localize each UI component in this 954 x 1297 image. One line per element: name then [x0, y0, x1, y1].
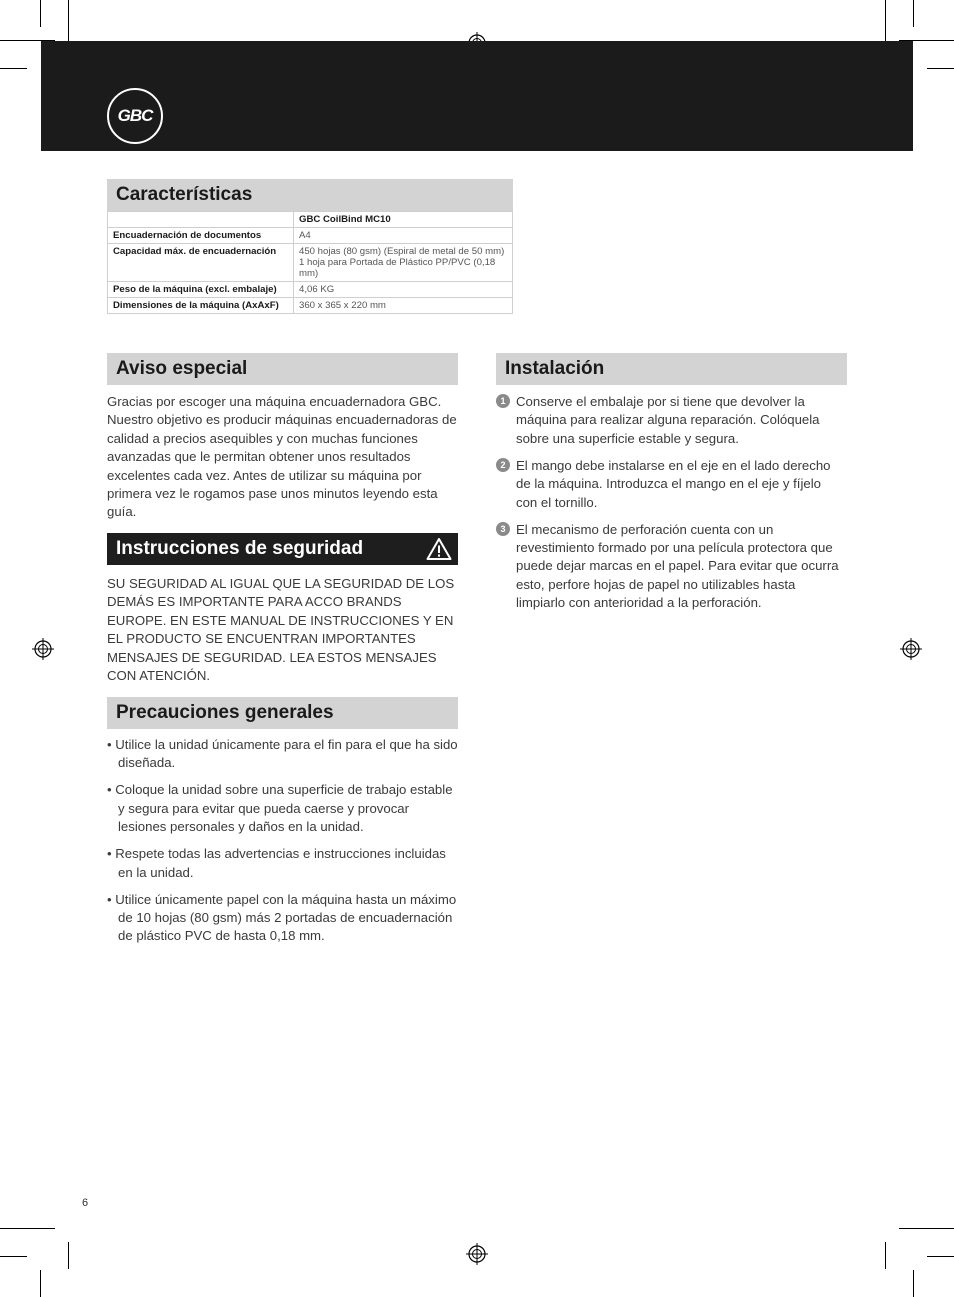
header-band — [41, 41, 913, 151]
table-row — [108, 228, 513, 244]
spec-table — [107, 211, 513, 314]
crop-mark — [913, 1270, 914, 1297]
safety-title-text: Instrucciones de seguridad — [116, 538, 364, 559]
list-item — [496, 521, 841, 613]
table-row — [108, 244, 513, 282]
list-item — [496, 393, 841, 448]
row-label: Peso de la máquina (excl. embalaje) — [108, 282, 294, 298]
row-value — [294, 244, 513, 282]
characteristics-title: Características — [107, 179, 513, 211]
notice-text: Gracias por escoger una máquina encuadernadora GBC. Nuestro objetivo es producir máquinas encuadernadoras de calidad a precios asequibles y con muchas funciones avanzadas que le permitan obtener unos resultados excelentes cada vez. Antes de utilizar su máquina por primera vez le rogamos pase unos minutos leyendo esta guía. — [107, 394, 457, 520]
crop-mark — [913, 0, 914, 27]
list-item: • Respete todas las advertencias e instrucciones incluidas en la unidad. — [107, 846, 446, 880]
table-corner — [108, 212, 294, 228]
registration-mark-icon — [466, 1243, 488, 1265]
crop-mark — [885, 1242, 886, 1269]
step-text: El mango debe instalarse en el eje en el lado derecho de la máquina. Introduzca el mango en el eje y fíjelo con el tornillo. — [516, 457, 831, 510]
step-text: El mecanismo de perforación cuenta con un revestimiento formado por una película protectora que puede dejar marcas en el papel. Para evitar que ocurra esto, perfore hojas de papel no utilizables hasta limpiarlo con anterioridad a la perforación. — [516, 521, 839, 611]
gbc-logo: GBC — [107, 88, 163, 144]
crop-mark — [0, 1256, 27, 1257]
notice-title: Aviso especial — [107, 353, 458, 385]
step-number-1: 1 — [496, 394, 510, 408]
row-label: Encuadernación de documentos — [108, 228, 294, 244]
row-value: 360 x 365 x 220 mm — [294, 298, 513, 314]
row-label: Dimensiones de la máquina (AxAxF) — [108, 298, 294, 314]
row-label: Capacidad máx. de encuadernación — [108, 244, 294, 282]
warning-icon — [426, 537, 452, 561]
crop-mark — [68, 1242, 69, 1269]
crop-mark — [899, 1228, 954, 1229]
list-item: • Coloque la unidad sobre una superficie de trabajo estable y segura para evitar que pueda caerse y provocar lesiones personales y daños en la unidad. — [107, 782, 453, 835]
row-value: 4,06 KG — [294, 282, 513, 298]
safety-text: SU SEGURIDAD AL IGUAL QUE LA SEGURIDAD DE LOS DEMÁS ES IMPORTANTE PARA ACCO BRANDS EUROPE. EN ESTE MANUAL DE INSTRUCCIONES Y EN EL PRODUCTO SE ENCUENTRAN IMPORTANTES MENSAJES DE SEGURIDAD. LEA ESTOS MENSAJES CON ATENCIÓN. — [107, 576, 455, 684]
precautions-list — [107, 736, 459, 954]
table-row — [108, 298, 513, 314]
step-text: Conserve el embalaje por si tiene que devolver la máquina para realizar alguna reparación. Colóquela sobre una superficie estable y segura. — [516, 394, 820, 446]
row-value-line: 450 hojas (80 gsm) (Espiral de metal de 50 mm) — [299, 246, 505, 257]
registration-mark-icon — [900, 638, 922, 660]
step-number-3: 3 — [496, 522, 510, 536]
crop-mark — [0, 68, 27, 69]
crop-mark — [40, 1270, 41, 1297]
crop-mark — [927, 68, 954, 69]
crop-mark — [927, 1256, 954, 1257]
installation-steps — [496, 393, 841, 621]
row-value-line: 1 hoja para Portada de Plástico PP/PVC (0,18 mm) — [299, 257, 496, 279]
column-header: GBC CoilBind MC10 — [294, 212, 513, 228]
list-item: • Utilice únicamente papel con la máquina hasta un máximo de 10 hojas (80 gsm) más 2 portadas de encuadernación de plástico PVC de hasta 0,18 mm. — [107, 891, 457, 944]
page-number: 6 — [82, 1197, 89, 1209]
registration-mark-icon — [32, 638, 54, 660]
table-row — [108, 282, 513, 298]
installation-title: Instalación — [496, 353, 847, 385]
crop-mark — [0, 1228, 55, 1229]
step-number-2: 2 — [496, 458, 510, 472]
safety-title — [107, 533, 458, 565]
list-item: • Utilice la unidad únicamente para el fin para el que ha sido diseñada. — [107, 737, 458, 771]
characteristics-section — [107, 179, 513, 314]
crop-mark — [40, 0, 41, 27]
list-item — [496, 457, 841, 512]
row-value: A4 — [294, 228, 513, 244]
precautions-title: Precauciones generales — [107, 697, 458, 729]
table-row — [108, 212, 513, 228]
